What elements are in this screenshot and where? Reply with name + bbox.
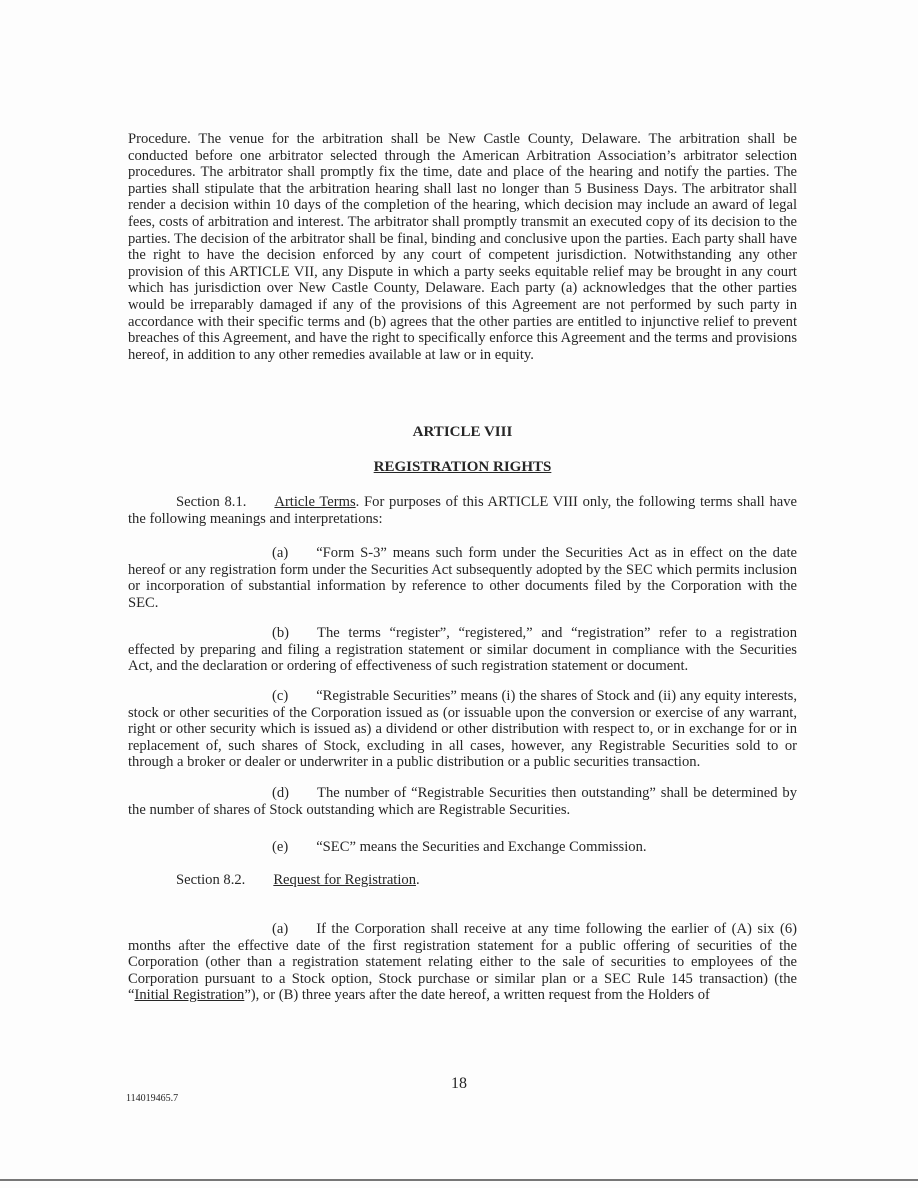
article-heading: ARTICLE VIII xyxy=(412,424,513,440)
page-number: 18 xyxy=(451,1075,467,1092)
clause-text: If the Corporation shall receive at any time following the earlier of (A) six (6) months after the effective date of the first registration statement for a public offering of securities of the Corporation (other than a registration statement relating either to the sale of securities to employees of the Corporation pursuant to a Stock option, Stock purchase or similar plan or a SEC Rule 145 transaction) (the “ xyxy=(128,921,797,1004)
definition-c xyxy=(128,688,797,771)
definition-b xyxy=(128,625,797,675)
section-8-2 xyxy=(128,872,797,889)
clause-label: (a) xyxy=(272,921,289,937)
definition-text: The number of “Registrable Securities then outstanding” shall be determined by the number of shares of Stock outstanding which are Registrable Securities. xyxy=(128,785,797,818)
definition-e xyxy=(128,839,797,856)
section-title-end: . xyxy=(416,872,420,888)
document-id: 114019465.7 xyxy=(126,1093,179,1104)
section-title: Request for Registration xyxy=(273,872,416,888)
clause-text-cont: ”), or (B) three years after the date hereof, a written request from the Holders of xyxy=(244,987,710,1004)
article-title-text: REGISTRATION RIGHTS xyxy=(373,459,552,475)
definition-label: (c) xyxy=(272,688,289,704)
definition-label: (b) xyxy=(272,625,290,641)
section-8-2-a xyxy=(128,921,797,1004)
section-text: . For purposes of this ARTICLE VIII only, the following terms shall have the following meanings and interpretations: xyxy=(128,494,797,527)
definition-text: “Form S-3” means such form under the Securities Act as in effect on the date hereof or any registration form under the Securities Act subsequently adopted by the SEC which permits inclusion or incorporation of substantial information by reference to other documents filed by the Corporation with the SEC. xyxy=(128,545,797,611)
definition-text: “Registrable Securities” means (i) the shares of Stock and (ii) any equity interests, stock or other securities of the Corporation issued as (or issuable upon the conversion or exercise of any warrant, right or other security which is issued as) a dividend or other distribution with respect to, or in exchange for or in replacement of, such shares of Stock, excluding in all cases, however, any Registrable Securities sold to or through a broker or dealer or underwriter in a public distribution or a public securities transaction. xyxy=(128,688,797,771)
section-number: Section 8.1. xyxy=(176,494,247,510)
definition-d xyxy=(128,785,797,818)
arbitration-paragraph: Procedure. The venue for the arbitration shall be New Castle County, Delaware. The arbitration shall be conducted before one arbitrator selected through the American Arbitration Association’s arbitrator selection procedures. The arbitrator shall promptly fix the time, date and place of the hearing and notify the parties. The parties shall stipulate that the arbitration hearing shall last no longer than 5 Business Days. The arbitrator shall render a decision within 10 days of the completion of the hearing, which decision may include an award of legal fees, costs of arbitration and interest. The arbitrator shall promptly transmit an executed copy of its decision to the parties. The decision of the arbitrator shall be final, binding and conclusive upon the parties. Each party shall have the right to have the decision enforced by any court of competent jurisdiction. Notwithstanding any other provision of this ARTICLE VII, any Dispute in which a party seeks equitable relief may be brought in any court which has jurisdiction over New Castle County, Delaware. Each party (a) acknowledges that the other parties would be irreparably damaged if any of the provisions of this Agreement are not performed by such party in accordance with their specific terms and (b) agrees that the other parties are entitled to injunctive relief to prevent breaches of this Agreement, and have the right to specifically enforce this Agreement and the terms and provisions hereof, in addition to any other remedies available at law or in equity. xyxy=(128,131,797,363)
definition-text: The terms “register”, “registered,” and “registration” refer to a registration effected by preparing and filing a registration statement or similar document in compliance with the Securities Act, and the declaration or ordering of effectiveness of such registration statement or document. xyxy=(128,625,797,675)
section-8-1 xyxy=(128,494,797,527)
section-number: Section 8.2. xyxy=(176,872,246,888)
definition-a xyxy=(128,545,797,611)
definition-label: (e) xyxy=(272,839,289,855)
definition-text: “SEC” means the Securities and Exchange Commission. xyxy=(316,839,647,855)
definition-label: (d) xyxy=(272,785,290,801)
section-title: Article Terms xyxy=(274,494,356,510)
definition-label: (a) xyxy=(272,545,289,561)
bottom-divider xyxy=(0,1179,918,1181)
defined-term: Initial Registration xyxy=(134,987,245,1004)
article-title xyxy=(128,459,797,476)
